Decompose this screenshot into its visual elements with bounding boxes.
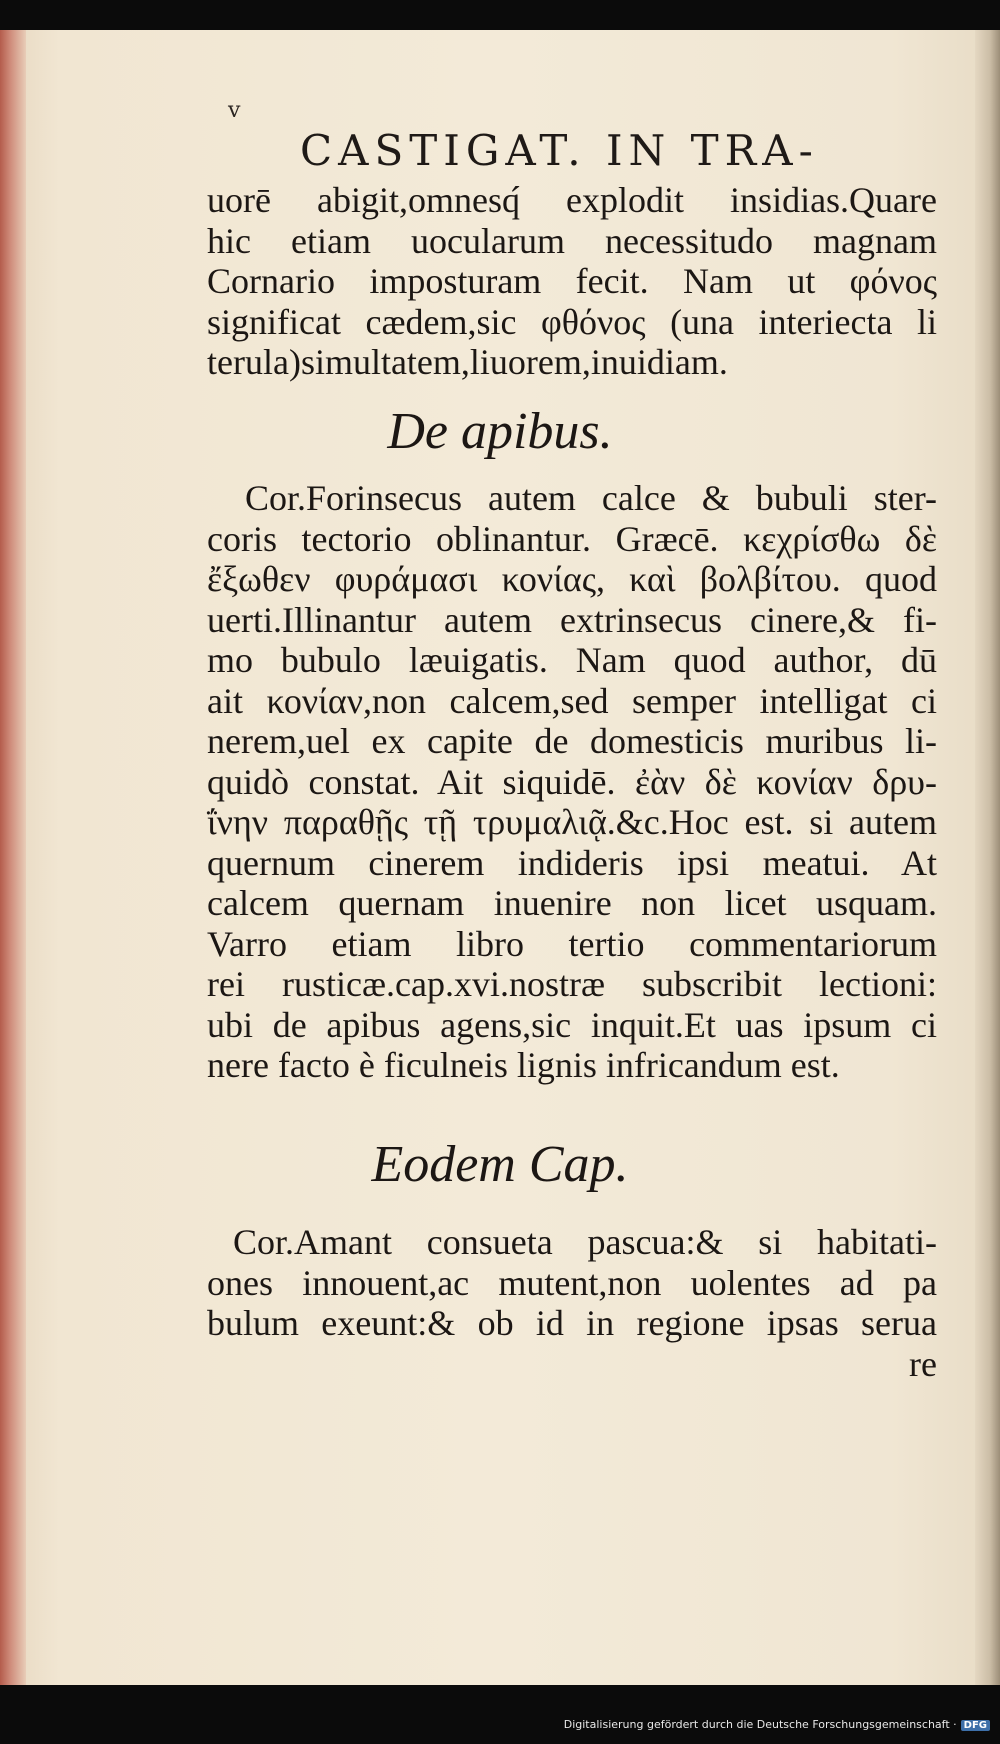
text-block-3 <box>207 1222 937 1384</box>
text-line: nere facto è ficulneis lignis infricandum est. <box>207 1045 840 1085</box>
text-line: ubi de apibus agens,sic inquit.Et uas ipsum ci <box>207 1004 937 1045</box>
text-block-2 <box>207 478 937 1086</box>
text-line: ones innouent,ac mutent,non uolentes ad pa <box>207 1262 937 1303</box>
section-heading-eodem-cap: Eodem Cap. <box>371 1136 629 1193</box>
text-line: uorē abigit,omnesq́ explodit insidias.Quare <box>207 180 937 220</box>
text-line: calcem quernam inuenire non licet usquam. <box>207 883 937 923</box>
section-heading-de-apibus: De apibus. <box>387 403 613 460</box>
digitization-credit <box>0 1718 990 1738</box>
text-line: Cornario imposturam fecit. Nam ut φόνος <box>207 261 937 301</box>
text-line: significat cædem,sic φθόνος (una interiecta li <box>207 301 937 342</box>
text-line: Varro etiam libro tertio commentariorum <box>207 923 937 964</box>
text-line: nerem,uel ex capite de domesticis muribus li- <box>207 721 937 761</box>
text-line: hic etiam uocularum necessitudo magnam <box>207 220 937 261</box>
text-line: ΐνην παραθῇς τῇ τρυμαλιᾷ.&c.Hoc est. si autem <box>207 802 937 842</box>
text-line: coris tectorio oblinantur. Græcē. κεχρίσθω δὲ <box>207 518 937 559</box>
book-fore-edge <box>0 30 26 1685</box>
text-line: mo bubulo læuigatis. Nam quod author, dū <box>207 640 937 680</box>
text-line: Cor.Forinsecus autem calce & bubuli ster- <box>245 478 937 518</box>
page-gutter-edge <box>975 30 1000 1685</box>
text-line: rei rusticæ.cap.xvi.nostræ subscribit lectioni: <box>207 964 937 1004</box>
text-line: terula)simultatem,liuorem,inuidiam. <box>207 342 728 382</box>
text-block-1 <box>207 180 937 383</box>
dfg-logo: DFG <box>961 1720 990 1731</box>
text-line: bulum exeunt:& ob id in regione ipsas serua <box>207 1303 937 1343</box>
signature-mark: v <box>228 98 241 123</box>
text-line: ait κονίαν,non calcem,sed semper intelligat ci <box>207 680 937 721</box>
text-line: Cor.Amant consueta pascua:& si habitati- <box>233 1222 937 1262</box>
running-head: CASTIGAT. IN TRA- <box>300 126 819 175</box>
text-line: quidò constat. Ait siquidē. ἐὰν δὲ κονίαν δρυ- <box>207 761 937 802</box>
text-line: ἔξωθεν φυράμασι κονίας, καὶ βολβίτου. quod <box>207 559 937 599</box>
text-line: quernum cinerem indideris ipsi meatui. At <box>207 842 937 883</box>
catchword: re <box>909 1343 937 1384</box>
credit-text: Digitalisierung gefördert durch die Deutsche Forschungsgemeinschaft · <box>563 1718 957 1731</box>
text-line: uerti.Illinantur autem extrinsecus cinere,& fi- <box>207 599 937 640</box>
